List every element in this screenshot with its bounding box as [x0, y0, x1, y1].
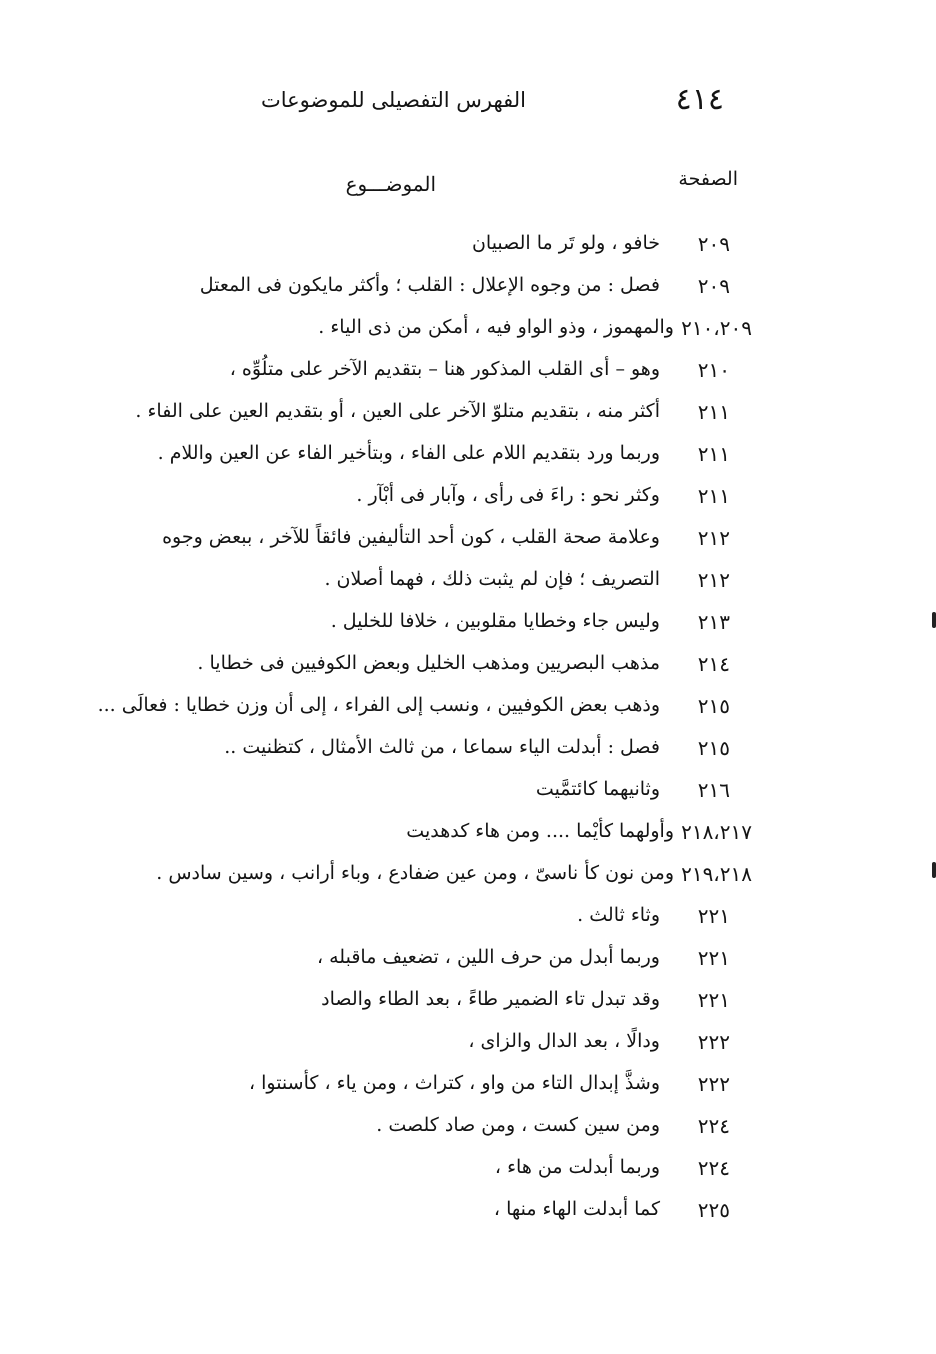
index-entry: [0, 394, 936, 436]
page-title: الفهرس التفصيلى للموضوعات: [260, 88, 526, 112]
index-entry: [0, 436, 936, 478]
entry-page: ٢١٨،٢١٧: [681, 820, 752, 844]
entry-page: ٢١٩،٢١٨: [681, 862, 752, 886]
entry-page: ٢٢١: [697, 904, 730, 928]
entry-page: ٢٢٢: [697, 1030, 730, 1054]
index-entry: [0, 940, 936, 982]
entry-page: ٢١٥: [697, 736, 730, 760]
index-entry: [0, 226, 936, 268]
index-entry: [0, 772, 936, 814]
entry-text: أكثر منه ، بتقديم متلوّ الآخر على العين ، أو بتقديم العين على الفاء .: [135, 400, 660, 422]
index-entry: [0, 856, 936, 898]
entry-text: وربما ورد بتقديم اللام على الفاء ، وبتأخير الفاء عن العين واللام .: [157, 442, 660, 464]
scan-edge-mark: [932, 612, 936, 628]
entry-page: ٢١١: [697, 442, 730, 466]
entry-text: ودالًا ، بعد الدال والزاى ،: [468, 1030, 660, 1052]
index-entry: [0, 982, 936, 1024]
entry-page: ٢٢٤: [697, 1114, 730, 1138]
index-entries: [0, 226, 936, 1246]
index-entry: [0, 1192, 936, 1234]
index-entry: [0, 520, 936, 562]
entry-page: ٢٢٥: [697, 1198, 730, 1222]
entry-page: ٢١٢: [697, 568, 730, 592]
topic-column-header: الموضـــوع: [345, 172, 436, 196]
entry-text: خافو ، ولو تَر ما الصبيان: [471, 232, 660, 254]
entry-page: ٢١٤: [697, 652, 730, 676]
entry-text: مذهب البصريين ومذهب الخليل وبعض الكوفيين فى خطايا .: [197, 652, 660, 674]
entry-text: ومن سين كست ، ومن صاد كلصت .: [376, 1114, 660, 1136]
scan-edge-mark: [932, 862, 936, 878]
entry-page: ٢١٣: [697, 610, 730, 634]
entry-text: وقد تبدل تاء الضمير طاءً ، بعد الطاء والصاد: [321, 988, 660, 1010]
entry-page: ٢٢٢: [697, 1072, 730, 1096]
index-entry: [0, 604, 936, 646]
entry-text: التصريف ؛ فإن لم يثبت ذلك ، فهما أصلان .: [324, 568, 660, 590]
entry-text: وعلامة صحة القلب ، كون أحد التأليفين فائقاً للآخر ، ببعض وجوه: [162, 526, 660, 548]
entry-text: وشذَّ إبدال التاء من واو ، كتراث ، ومن ياء ، كأسنتوا ،: [248, 1072, 660, 1094]
index-entry: [0, 478, 936, 520]
index-entry: [0, 1024, 936, 1066]
entry-text: وثاء ثالث .: [577, 904, 660, 926]
entry-text: وثانيهما كائتمَّيت: [535, 778, 660, 800]
index-entry: [0, 268, 936, 310]
index-entry: [0, 898, 936, 940]
index-entry: [0, 1150, 936, 1192]
entry-text: كما أبدلت الهاء منها ،: [493, 1198, 660, 1220]
index-entry: [0, 562, 936, 604]
entry-page: ٢٢١: [697, 988, 730, 1012]
entry-text: وكثر نحو : راءَ فى رأى ، وآبار فى أبْآر .: [356, 484, 660, 506]
entry-page: ٢١٠،٢٠٩: [681, 316, 752, 340]
entry-page: ٢١٢: [697, 526, 730, 550]
entry-page: ٢٠٩: [697, 274, 730, 298]
entry-text: وربما أبدلت من هاء ،: [494, 1156, 660, 1178]
entry-page: ٢١٥: [697, 694, 730, 718]
index-entry: [0, 730, 936, 772]
entry-text: فصل : أبدلت الياء سماعا ، من ثالث الأمثال ، كتظنيت ..: [224, 736, 660, 758]
entry-text: وذهب بعض الكوفيين ، ونسب إلى الفراء ، إلى أن وزن خطايا : فعالَى ...: [97, 694, 660, 716]
entry-text: والمهموز ، وذو الواو فيه ، أمكن من ذى الياء .: [318, 316, 674, 338]
index-entry: [0, 646, 936, 688]
entry-text: ومن نون كأ ناسىّ ، ومن عين ضفادع ، وباء أرانب ، وسين سادس .: [156, 862, 674, 884]
index-entry: [0, 814, 936, 856]
index-entry: [0, 310, 936, 352]
entry-text: وليس جاء وخطايا مقلوبين ، خلافا للخليل .: [330, 610, 660, 632]
entry-page: ٢٠٩: [697, 232, 730, 256]
entry-page: ٢١٠: [697, 358, 730, 382]
index-entry: [0, 352, 936, 394]
entry-page: ٢١١: [697, 400, 730, 424]
entry-page: ٢١٦: [697, 778, 730, 802]
entry-text: وهو – أى القلب المذكور هنا – بتقديم الآخر على متلُوِّه ،: [229, 358, 660, 380]
entry-page: ٢١١: [697, 484, 730, 508]
entry-page: ٢٢٤: [697, 1156, 730, 1180]
page-number: ٤١٤: [675, 82, 724, 117]
entry-page: ٢٢١: [697, 946, 730, 970]
index-entry: [0, 1066, 936, 1108]
entry-text: وربما أبدل من حرف اللين ، تضعيف ماقبله ،: [316, 946, 660, 968]
entry-text: وأولهما كأيْما .... ومن هاء كدهديت: [406, 820, 674, 842]
page-column-header: الصفحة: [678, 168, 738, 190]
entry-text: فصل : من وجوه الإعلال : القلب ؛ وأكثر مايكون فى المعتل: [199, 274, 660, 296]
index-entry: [0, 1108, 936, 1150]
index-entry: [0, 688, 936, 730]
